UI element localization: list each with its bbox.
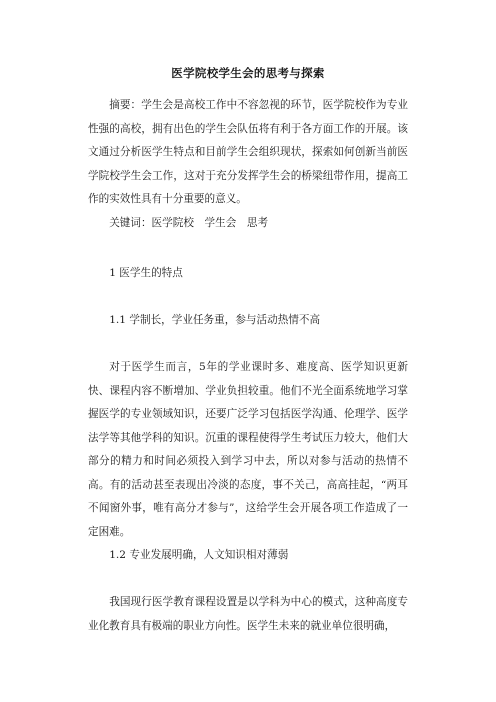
body-paragraph: 对于医学生而言，5年的学业课时多、难度高、医学知识更新快、课程内容不断增加、学业负担较重。他们不光全面系统地学习掌握医学的专业领域知识，还要广泛学习包括医学沟通、伦理学、医学法学等其他学科的知识。沉重的课程使得学生考试压力较大，他们大部分的精力和时间必须投入到学习中去，所以对参与活动的热情不高。有的活动甚至表现出冷淡的态度，事不关己，高高挂起，“两耳不闻窗外事，唯有高分才参与”，这给学生会开展各项工作造成了一定困难。: [88, 361, 408, 538]
keywords-line: 关键词：医学院校 学生会 思考: [109, 217, 269, 229]
document-title: 医学院校学生会的思考与探索: [171, 66, 325, 80]
abstract-paragraph: 摘要：学生会是高校工作中不容忽视的环节，医学院校作为专业性强的高校，拥有出色的学生会队伍将有利于各方面工作的开展。该文通过分析医学生特点和目前学生会组织现状，探索如何创新当前医学院校学生会工作，这对于充分发挥学生会的桥梁纽带作用，提高工作的实效性具有十分重要的意义。: [88, 99, 408, 205]
subsection-heading: 1.2 专业发展明确，人文知识相对薄弱: [109, 549, 289, 561]
body-paragraph: 我国现行医学教育课程设置是以学科为中心的模式，这种高度专业化教育具有极端的职业方向性。医学生未来的就业单位很明确，: [88, 596, 408, 632]
section-heading: 1 医学生的特点: [109, 267, 183, 279]
subsection-heading: 1.1 学制长，学业任务重，参与活动热情不高: [109, 314, 321, 326]
